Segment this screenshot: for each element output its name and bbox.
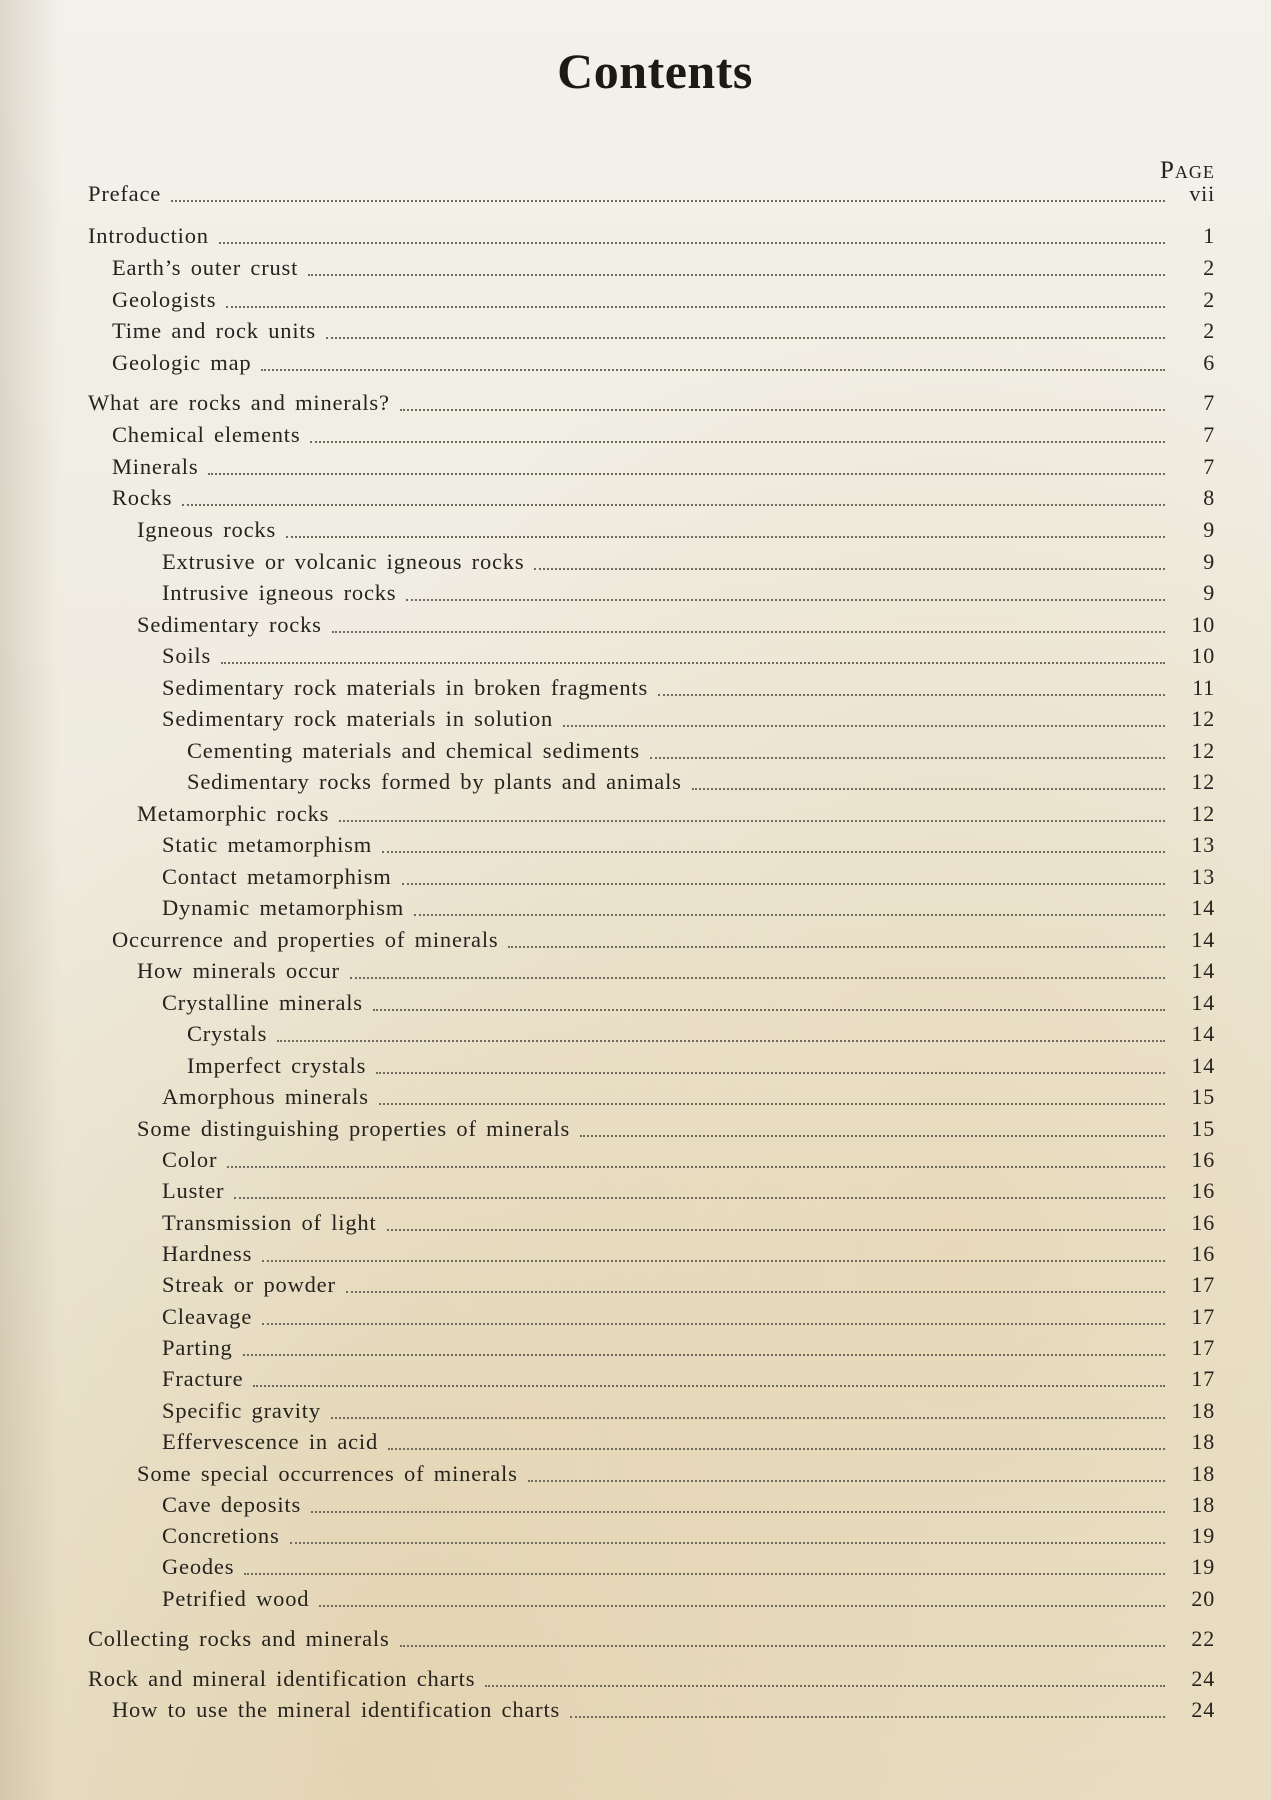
toc-entry-page-number: 9: [1203, 517, 1215, 542]
dot-leader: [308, 274, 1165, 276]
toc-entry-page-number: 14: [1191, 1021, 1215, 1046]
dot-leader: [658, 694, 1165, 696]
toc-entry-page-number: 14: [1191, 990, 1215, 1015]
toc-entry-label: Extrusive or volcanic igneous rocks: [162, 549, 525, 574]
dot-leader: [650, 757, 1165, 759]
dot-leader: [261, 369, 1165, 371]
dot-leader: [262, 1323, 1165, 1325]
dot-leader: [226, 306, 1165, 308]
toc-entry-collecting-rocks-and-minerals: [88, 1621, 1215, 1651]
toc-entry-time-and-rock-units: [112, 313, 1215, 343]
dot-leader: [534, 568, 1165, 570]
toc-entry-page-number: 2: [1203, 287, 1215, 312]
toc-entry-chemical-elements: [112, 417, 1215, 447]
dot-leader: [243, 1354, 1165, 1356]
toc-entry-contact-metamorphism: [162, 859, 1215, 889]
toc-entry-page-number: 16: [1191, 1241, 1215, 1266]
dot-leader: [219, 242, 1165, 244]
toc-entry-page-number: 18: [1191, 1398, 1215, 1423]
toc-entry-geodes: [162, 1549, 1215, 1579]
toc-entry-how-minerals-occur: [137, 953, 1215, 983]
toc-entry-label: Streak or powder: [162, 1272, 336, 1297]
dot-leader: [208, 473, 1165, 475]
dot-leader: [244, 1573, 1165, 1575]
toc-entry-page-number: 6: [1203, 350, 1215, 375]
toc-entry-page-number: 16: [1191, 1178, 1215, 1203]
toc-entry-page-number: 12: [1191, 801, 1215, 826]
toc-entry-page-number: 20: [1191, 1586, 1215, 1611]
dot-leader: [485, 1685, 1165, 1687]
toc-entry-label: Fracture: [162, 1366, 244, 1391]
dot-leader: [528, 1480, 1165, 1482]
toc-entry-label: Soils: [162, 643, 212, 668]
dot-leader: [400, 409, 1165, 411]
toc-entry-page-number: 19: [1191, 1554, 1215, 1579]
dot-leader: [692, 788, 1165, 790]
toc-entry-label: Parting: [162, 1335, 233, 1360]
toc-entry-streak-or-powder: [162, 1267, 1215, 1297]
dot-leader: [387, 1229, 1165, 1231]
toc-entry-igneous-rocks: [137, 512, 1215, 542]
toc-entry-page-number: 17: [1191, 1272, 1215, 1297]
toc-entry-label: Static metamorphism: [162, 832, 373, 857]
toc-entry-dynamic-metamorphism: [162, 890, 1215, 920]
dot-leader: [406, 599, 1165, 601]
toc-entry-label: Occurrence and properties of minerals: [112, 927, 499, 952]
toc-entry-label: How to use the mineral identification charts: [112, 1697, 561, 1722]
toc-entry-page-number: 1: [1203, 223, 1215, 248]
toc-entry-label: Igneous rocks: [137, 517, 276, 542]
toc-entry-page-number: 14: [1191, 927, 1215, 952]
toc-entry-label: Introduction: [88, 223, 209, 248]
toc-entry-cleavage: [162, 1299, 1215, 1329]
toc-entry-geologists: [112, 282, 1215, 312]
toc-entry-label: Some distinguishing properties of minerals: [137, 1116, 571, 1141]
toc-entry-page-number: 13: [1191, 864, 1215, 889]
toc-entry-page-number: 10: [1191, 612, 1215, 637]
toc-entry-page-number: 13: [1191, 832, 1215, 857]
page-column-heading: Page: [1160, 157, 1215, 184]
toc-entry-label: Contact metamorphism: [162, 864, 392, 889]
toc-entry-page-number: 17: [1191, 1304, 1215, 1329]
toc-entry-label: Hardness: [162, 1241, 253, 1266]
toc-entry-page-number: vii: [1189, 181, 1215, 206]
toc-entry-page-number: 14: [1191, 895, 1215, 920]
toc-entry-page-number: 15: [1191, 1116, 1215, 1141]
toc-entry-label: Luster: [162, 1178, 225, 1203]
toc-entry-page-number: 16: [1191, 1147, 1215, 1172]
toc-entry-page-number: 9: [1203, 580, 1215, 605]
toc-entry-cementing-materials-and-chemical-sediments: [187, 733, 1215, 763]
toc-entry-page-number: 17: [1191, 1366, 1215, 1391]
toc-entry-crystalline-minerals: [162, 985, 1215, 1015]
dot-leader: [339, 820, 1165, 822]
toc-entry-page-number: 15: [1191, 1084, 1215, 1109]
toc-entry-label: Metamorphic rocks: [137, 801, 330, 826]
toc-entry-imperfect-crystals: [187, 1048, 1215, 1078]
toc-entry-page-number: 7: [1203, 390, 1215, 415]
toc-entry-label: Sedimentary rock materials in solution: [162, 706, 554, 731]
toc-entry-metamorphic-rocks: [137, 796, 1215, 826]
toc-entry-amorphous-minerals: [162, 1079, 1215, 1109]
toc-entry-some-distinguishing-properties-of-minerals: [137, 1111, 1215, 1141]
dot-leader: [311, 1511, 1165, 1513]
toc-entry-label: Imperfect crystals: [187, 1053, 367, 1078]
toc-entry-parting: [162, 1330, 1215, 1360]
toc-entry-intrusive-igneous-rocks: [162, 575, 1215, 605]
toc-entry-page-number: 10: [1191, 643, 1215, 668]
toc-entry-concretions: [162, 1518, 1215, 1548]
dot-leader: [227, 1166, 1165, 1168]
toc-entry-label: Intrusive igneous rocks: [162, 580, 397, 605]
toc-entry-rock-and-mineral-identification-charts: [88, 1661, 1215, 1691]
toc-entry-crystals: [187, 1016, 1215, 1046]
dot-leader: [286, 536, 1165, 538]
toc-entry-page-number: 14: [1191, 958, 1215, 983]
toc-entry-label: Rock and mineral identification charts: [88, 1666, 476, 1691]
toc-entry-page-number: 24: [1191, 1697, 1215, 1722]
toc-entry-static-metamorphism: [162, 827, 1215, 857]
toc-entry-label: Crystals: [187, 1021, 268, 1046]
dot-leader: [319, 1605, 1165, 1607]
dot-leader: [221, 662, 1165, 664]
toc-entry-soils: [162, 638, 1215, 668]
toc-entry-page-number: 12: [1191, 706, 1215, 731]
toc-entry-label: How minerals occur: [137, 958, 340, 983]
toc-entry-label: Collecting rocks and minerals: [88, 1626, 390, 1651]
dot-leader: [508, 946, 1165, 948]
toc-entry-specific-gravity: [162, 1393, 1215, 1423]
toc-entry-fracture: [162, 1361, 1215, 1391]
toc-entry-rocks: [112, 480, 1215, 510]
dot-leader: [402, 883, 1165, 885]
toc-entry-page-number: 12: [1191, 769, 1215, 794]
dot-leader: [331, 1417, 1165, 1419]
dot-leader: [563, 725, 1165, 727]
toc-entry-page-number: 2: [1203, 255, 1215, 280]
toc-entry-transmission-of-light: [162, 1205, 1215, 1235]
dot-leader: [326, 337, 1165, 339]
dot-leader: [182, 504, 1165, 506]
toc-entry-label: Geologic map: [112, 350, 252, 375]
toc-entry-label: Minerals: [112, 454, 199, 479]
toc-entry-page-number: 2: [1203, 318, 1215, 343]
toc-entry-label: Concretions: [162, 1523, 280, 1548]
toc-entry-luster: [162, 1173, 1215, 1203]
toc-entry-sedimentary-rocks-formed-by-plants-and-animals: [187, 764, 1215, 794]
toc-entry-label: Color: [162, 1147, 218, 1172]
toc-entry-page-number: 18: [1191, 1461, 1215, 1486]
toc-entry-geologic-map: [112, 345, 1215, 375]
dot-leader: [262, 1260, 1165, 1262]
toc-entry-label: Effervescence in acid: [162, 1429, 379, 1454]
dot-leader: [171, 200, 1165, 202]
dot-leader: [400, 1645, 1165, 1647]
dot-leader: [332, 631, 1165, 633]
dot-leader: [388, 1448, 1165, 1450]
toc-entry-petrified-wood: [162, 1581, 1215, 1611]
dot-leader: [290, 1542, 1165, 1544]
toc-entry-effervescence-in-acid: [162, 1424, 1215, 1454]
toc-entry-label: Sedimentary rocks: [137, 612, 322, 637]
toc-entry-label: Sedimentary rock materials in broken fragments: [162, 675, 649, 700]
toc-entry-label: Amorphous minerals: [162, 1084, 369, 1109]
toc-entry-label: Geologists: [112, 287, 217, 312]
dot-leader: [382, 851, 1165, 853]
toc-entry-label: Some special occurrences of minerals: [137, 1461, 518, 1486]
toc-entry-page-number: 16: [1191, 1210, 1215, 1235]
toc-entry-page-number: 11: [1192, 675, 1215, 700]
toc-entry-label: Time and rock units: [112, 318, 316, 343]
toc-entry-sedimentary-rocks: [137, 607, 1215, 637]
toc-entry-label: Dynamic metamorphism: [162, 895, 405, 920]
toc-entry-hardness: [162, 1236, 1215, 1266]
toc-entry-label: Earth’s outer crust: [112, 255, 299, 280]
toc-entry-occurrence-and-properties-of-minerals: [112, 922, 1215, 952]
toc-entry-page-number: 12: [1191, 738, 1215, 763]
dot-leader: [346, 1291, 1165, 1293]
toc-entry-page-number: 7: [1203, 422, 1215, 447]
toc-entry-preface: [88, 176, 1215, 206]
toc-entry-page-number: 18: [1191, 1492, 1215, 1517]
dot-leader: [253, 1385, 1165, 1387]
dot-leader: [310, 441, 1165, 443]
page-title: Contents: [557, 43, 753, 99]
dot-leader: [414, 914, 1165, 916]
toc-entry-page-number: 14: [1191, 1053, 1215, 1078]
toc-entry-cave-deposits: [162, 1487, 1215, 1517]
toc-entry-introduction: [88, 218, 1215, 248]
toc-entry-label: Rocks: [112, 485, 173, 510]
toc-entry-label: What are rocks and minerals?: [88, 390, 390, 415]
toc-entry-label: Transmission of light: [162, 1210, 377, 1235]
toc-entry-page-number: 8: [1203, 485, 1215, 510]
toc-entry-page-number: 18: [1191, 1429, 1215, 1454]
toc-entry-label: Cleavage: [162, 1304, 253, 1329]
dot-leader: [350, 977, 1165, 979]
toc-entry-sedimentary-rock-materials-in-solution: [162, 701, 1215, 731]
toc-entry-label: Cementing materials and chemical sediments: [187, 738, 640, 763]
toc-entry-label: Chemical elements: [112, 422, 301, 447]
toc-entry-earths-outer-crust: [112, 250, 1215, 280]
toc-entry-label: Preface: [88, 181, 162, 206]
toc-entry-extrusive-or-volcanic-igneous-rocks: [162, 544, 1215, 574]
toc-entry-color: [162, 1142, 1215, 1172]
toc-entry-page-number: 9: [1203, 549, 1215, 574]
toc-entry-page-number: 19: [1191, 1523, 1215, 1548]
toc-entry-label: Geodes: [162, 1554, 235, 1579]
dot-leader: [570, 1716, 1165, 1718]
toc-entry-minerals: [112, 449, 1215, 479]
dot-leader: [277, 1040, 1165, 1042]
dot-leader: [580, 1135, 1165, 1137]
toc-entry-page-number: 22: [1191, 1626, 1215, 1651]
toc-entry-label: Crystalline minerals: [162, 990, 363, 1015]
dot-leader: [373, 1009, 1165, 1011]
dot-leader: [379, 1103, 1165, 1105]
toc-entry-page-number: 17: [1191, 1335, 1215, 1360]
toc-entry-label: Cave deposits: [162, 1492, 302, 1517]
toc-entry-what-are-rocks-and-minerals: [88, 385, 1215, 415]
toc-entry-label: Petrified wood: [162, 1586, 310, 1611]
toc-entry-sedimentary-rock-materials-in-broken-fragments: [162, 670, 1215, 700]
toc-entry-some-special-occurrences-of-minerals: [137, 1456, 1215, 1486]
dot-leader: [234, 1197, 1165, 1199]
dot-leader: [376, 1072, 1165, 1074]
toc-entry-page-number: 7: [1203, 454, 1215, 479]
toc-entry-label: Specific gravity: [162, 1398, 321, 1423]
toc-entry-how-to-use-the-mineral-identification-charts: [112, 1692, 1215, 1722]
toc-entry-page-number: 24: [1191, 1666, 1215, 1691]
toc-entry-label: Sedimentary rocks formed by plants and animals: [187, 769, 682, 794]
